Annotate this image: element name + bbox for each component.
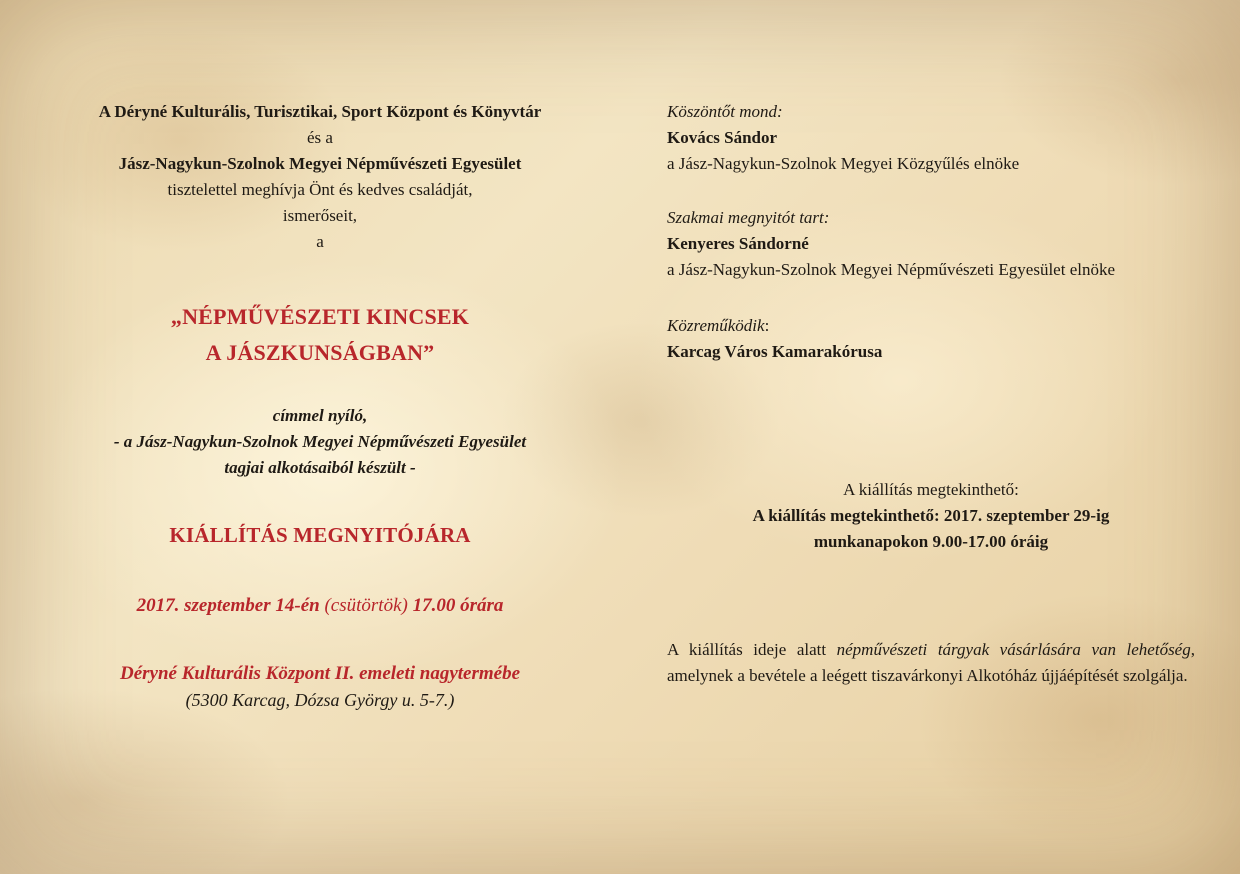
opening-speaker: Kenyeres Sándorné (667, 234, 809, 253)
event-date (40, 593, 600, 619)
venue-address: (5300 Karcag, Dózsa György u. 5-7.) (185, 690, 455, 710)
opening-speaker-role: a Jász-Nagykun-Szolnok Megyei Népművészeti Egyesület elnöke (667, 260, 1116, 279)
article-a: a (316, 232, 324, 251)
viewing-intro: A kiállítás megtekinthető: (843, 480, 1019, 499)
contributor-block (667, 313, 1195, 365)
subtitle-line-1: címmel nyíló, (272, 406, 368, 425)
opening-label: Szakmai megnyitót tart: (667, 208, 830, 227)
viewing-until: A kiállítás megtekinthető: 2017. szeptember 29-ig (752, 506, 1110, 525)
sale-text-2: , amelynek a bevétele a leégett tiszavárkonyi Alkotóház újjáépítését szolgálja. (667, 640, 1195, 685)
invite-line-2: ismerőseit, (282, 206, 358, 225)
exhibition-title-line-1: „NÉPMŰVÉSZETI KINCSEK (170, 304, 470, 329)
contributor-name: Karcag Város Kamarakórusa (667, 342, 883, 361)
sale-text-1: A kiállítás ideje alatt (667, 640, 827, 659)
contributor-colon: : (764, 316, 770, 335)
greeting-speaker-role: a Jász-Nagykun-Szolnok Megyei Közgyűlés elnöke (667, 154, 1020, 173)
viewing-hours: munkanapokon 9.00-17.00 óráig (813, 532, 1049, 551)
event-heading: KIÁLLÍTÁS MEGNYITÓJÁRA (169, 523, 471, 547)
contributor-label-line (667, 313, 1195, 339)
venue: Déryné Kulturális Központ II. emeleti nagytermébe (119, 663, 521, 684)
opening-block (667, 205, 1195, 283)
invite-line-1: tisztelettel meghívja Önt és kedves családját, (167, 180, 473, 199)
greeting-label: Köszöntőt mond: (667, 102, 783, 121)
subtitle-line-3: tagjai alkotásaiból készült - (224, 458, 416, 477)
invitation-left-column (40, 99, 600, 713)
sale-paragraph (667, 637, 1195, 689)
greeting-speaker: Kovács Sándor (667, 128, 778, 147)
viewing-block (667, 477, 1195, 555)
sale-notice (667, 637, 1195, 689)
subtitle-line-2: - a Jász-Nagykun-Szolnok Megyei Népművészeti Egyesület (113, 432, 527, 451)
date-text: 2017. szeptember 14-én (136, 595, 320, 616)
time-text: 17.00 órára (412, 595, 504, 616)
organizer-2: Jász-Nagykun-Szolnok Megyei Népművészeti Egyesület (118, 154, 522, 173)
contributor-label: Közreműködik (667, 316, 765, 335)
greeting-block (667, 99, 1195, 177)
conjunction-es-a: és a (307, 128, 333, 147)
sale-text-emphasis: népművészeti tárgyak vásárlására van lehetőség (836, 640, 1191, 659)
weekday-text: (csütörtök) (324, 595, 408, 616)
organizer-1: A Déryné Kulturális, Turisztikai, Sport Központ és Könyvtár (98, 102, 542, 121)
exhibition-title-line-2: A JÁSZKUNSÁGBAN” (205, 340, 435, 365)
